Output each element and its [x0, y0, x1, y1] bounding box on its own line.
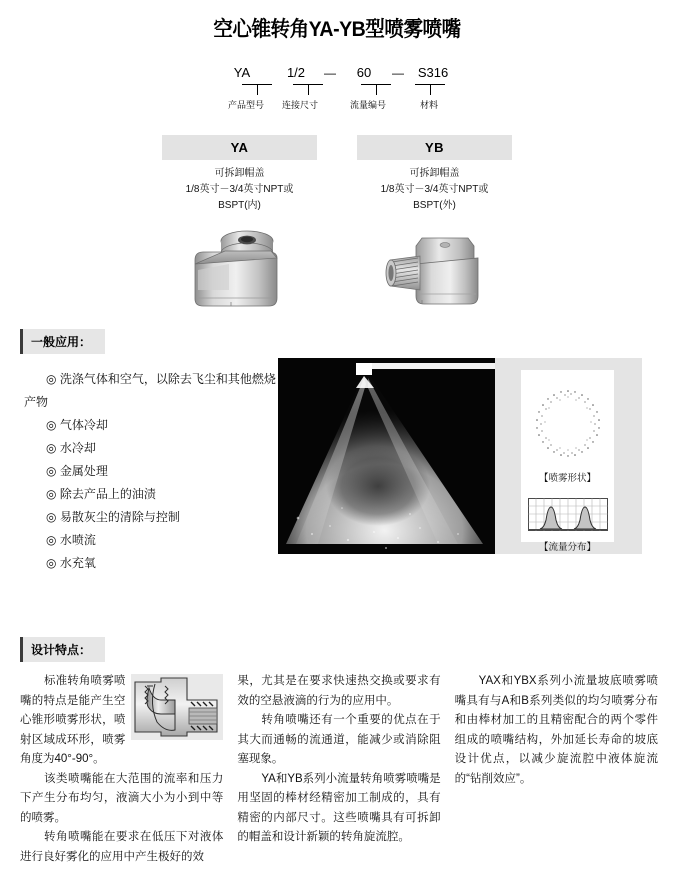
- applications-media-row: [0, 358, 674, 575]
- model-code-segment-2: 1/2: [286, 65, 306, 80]
- spray-photograph: [278, 358, 495, 554]
- tick-mark-3: [361, 84, 391, 95]
- flow-distribution-chart: [528, 498, 608, 531]
- spray-shape-caption: 【喷雾形状】: [538, 473, 596, 484]
- application-bullet-7: ◎: [46, 533, 57, 547]
- model-code-segment-3: 60: [356, 65, 372, 80]
- model-code-values: [207, 65, 467, 81]
- features-col1-para-1: 标准转角喷雾喷嘴的特点是能产生空心锥形喷雾形状，喷射区域成环形，喷雾角度为40°-90°。: [20, 675, 126, 765]
- ya-nozzle-photo: [162, 222, 317, 317]
- model-code-label-4: 材料: [419, 100, 438, 110]
- product-card-yb-desc: [357, 166, 512, 214]
- application-bullet-8: ◎: [46, 556, 57, 570]
- application-bullet-6: ◎: [46, 510, 57, 524]
- application-item-8: [24, 552, 278, 575]
- applications-heading: 一般应用：: [20, 329, 105, 354]
- ya-desc-line-1: 可拆卸帽盖: [214, 168, 265, 179]
- application-label-4: 金属处理: [59, 464, 108, 478]
- application-label-6: 易散灰尘的清除与控制: [59, 510, 180, 524]
- application-bullet-5: ◎: [46, 487, 57, 501]
- spray-pattern-card: [521, 370, 614, 553]
- features-column-3: [455, 672, 658, 867]
- application-label-5: 除去产品上的油渍: [59, 487, 156, 501]
- features-column-1: [20, 672, 223, 867]
- application-item-3: [24, 437, 278, 460]
- model-code-label-3: 流量编号: [349, 100, 386, 110]
- features-heading-wrap: [0, 637, 674, 662]
- spray-media-panel: [278, 358, 642, 554]
- features-col1-para-2: 该类喷嘴能在大范围的流率和压力下产生分布均匀，液滴大小为小到中等的喷雾。: [20, 772, 224, 824]
- application-bullet-4: ◎: [46, 464, 57, 478]
- product-card-yb: [357, 135, 512, 317]
- model-code-dash-2: —: [392, 66, 404, 80]
- tick-mark-2: [293, 84, 323, 95]
- application-bullet-3: ◎: [46, 441, 57, 455]
- nozzle-cutaway-diagram: [131, 674, 223, 740]
- application-item-6: [24, 506, 278, 529]
- application-item-2: [24, 414, 278, 437]
- application-item-4: [24, 460, 278, 483]
- product-card-ya: [162, 135, 317, 317]
- features-columns: [0, 672, 674, 867]
- application-bullet-2: ◎: [46, 418, 57, 432]
- ya-desc-line-2: 1/8英寸－3/4英寸NPT或: [185, 184, 294, 195]
- features-col2-para-1: 果，尤其是在要求快速热交换或要求有效的空悬液滴的行为的应用中。: [237, 675, 441, 707]
- applications-list: [0, 368, 278, 575]
- yb-nozzle-photo: [357, 222, 512, 317]
- features-col2-para-3: YA和YB系列小流量转角喷雾喷嘴是用坚固的棒材经精密加工制成的，具有精密的内部尺寸。这些喷嘴具有可拆卸的帽盖和设计新颖的转角旋流腔。: [237, 772, 441, 843]
- model-code-diagram: [207, 65, 467, 121]
- application-label-1: 洗涤气体和空气，以除去飞尘和其他燃烧产物: [24, 372, 276, 409]
- model-code-label-2: 连接尺寸: [281, 100, 318, 110]
- application-item-7: [24, 529, 278, 552]
- product-card-ya-desc: [162, 166, 317, 214]
- model-code-segment-1: YA: [233, 65, 251, 80]
- product-cards: [0, 135, 674, 317]
- ya-desc-line-3: BSPT(内): [218, 200, 261, 211]
- application-label-3: 水冷却: [59, 441, 96, 455]
- application-bullet-1: ◎: [46, 372, 57, 386]
- features-col3-para-1: YAX和YBX系列小流量坡底喷雾喷嘴具有与A和B系列类似的均匀喷雾分布和由棒材加工的且精密配合的两个零件组成的喷嘴结构，外加延长寿命的坡底设计优点，以减少旋流腔中液体旋流的“钻削效应”。: [454, 675, 658, 785]
- features-heading: 设计特点：: [20, 637, 105, 662]
- model-code-labels: [207, 98, 467, 111]
- yb-desc-line-1: 可拆卸帽盖: [409, 168, 460, 179]
- hollow-cone-ring-diagram: [529, 384, 607, 462]
- features-col2-para-2: 转角喷嘴还有一个重要的优点在于其大而通畅的流通道，能减少或消除阻塞现象。: [237, 714, 441, 765]
- application-label-8: 水充氧: [59, 556, 96, 570]
- model-code-ticks: [207, 84, 467, 96]
- features-column-2: [237, 672, 440, 867]
- product-card-ya-title: YA: [162, 135, 317, 160]
- yb-desc-line-3: BSPT(外): [413, 200, 456, 211]
- yb-desc-line-2: 1/8英寸－3/4英寸NPT或: [380, 184, 489, 195]
- application-label-7: 水喷流: [59, 533, 96, 547]
- tick-mark-4: [415, 84, 445, 95]
- application-item-5: [24, 483, 278, 506]
- flow-distribution-caption: 【流量分布】: [538, 542, 596, 553]
- tick-mark-1: [242, 84, 272, 95]
- page-title: 空心锥转角YA-YB型喷雾喷嘴: [213, 18, 461, 41]
- application-item-1: [24, 368, 278, 414]
- model-code-dash-1: —: [324, 66, 336, 80]
- features-col1-para-3: 转角喷嘴能在要求在低压下对液体进行良好雾化的应用中产生极好的效: [20, 831, 224, 863]
- product-card-yb-title: YB: [357, 135, 512, 160]
- model-code-label-1: 产品型号: [227, 100, 264, 110]
- model-code-segment-4: S316: [417, 65, 449, 80]
- application-label-2: 气体冷却: [59, 418, 108, 432]
